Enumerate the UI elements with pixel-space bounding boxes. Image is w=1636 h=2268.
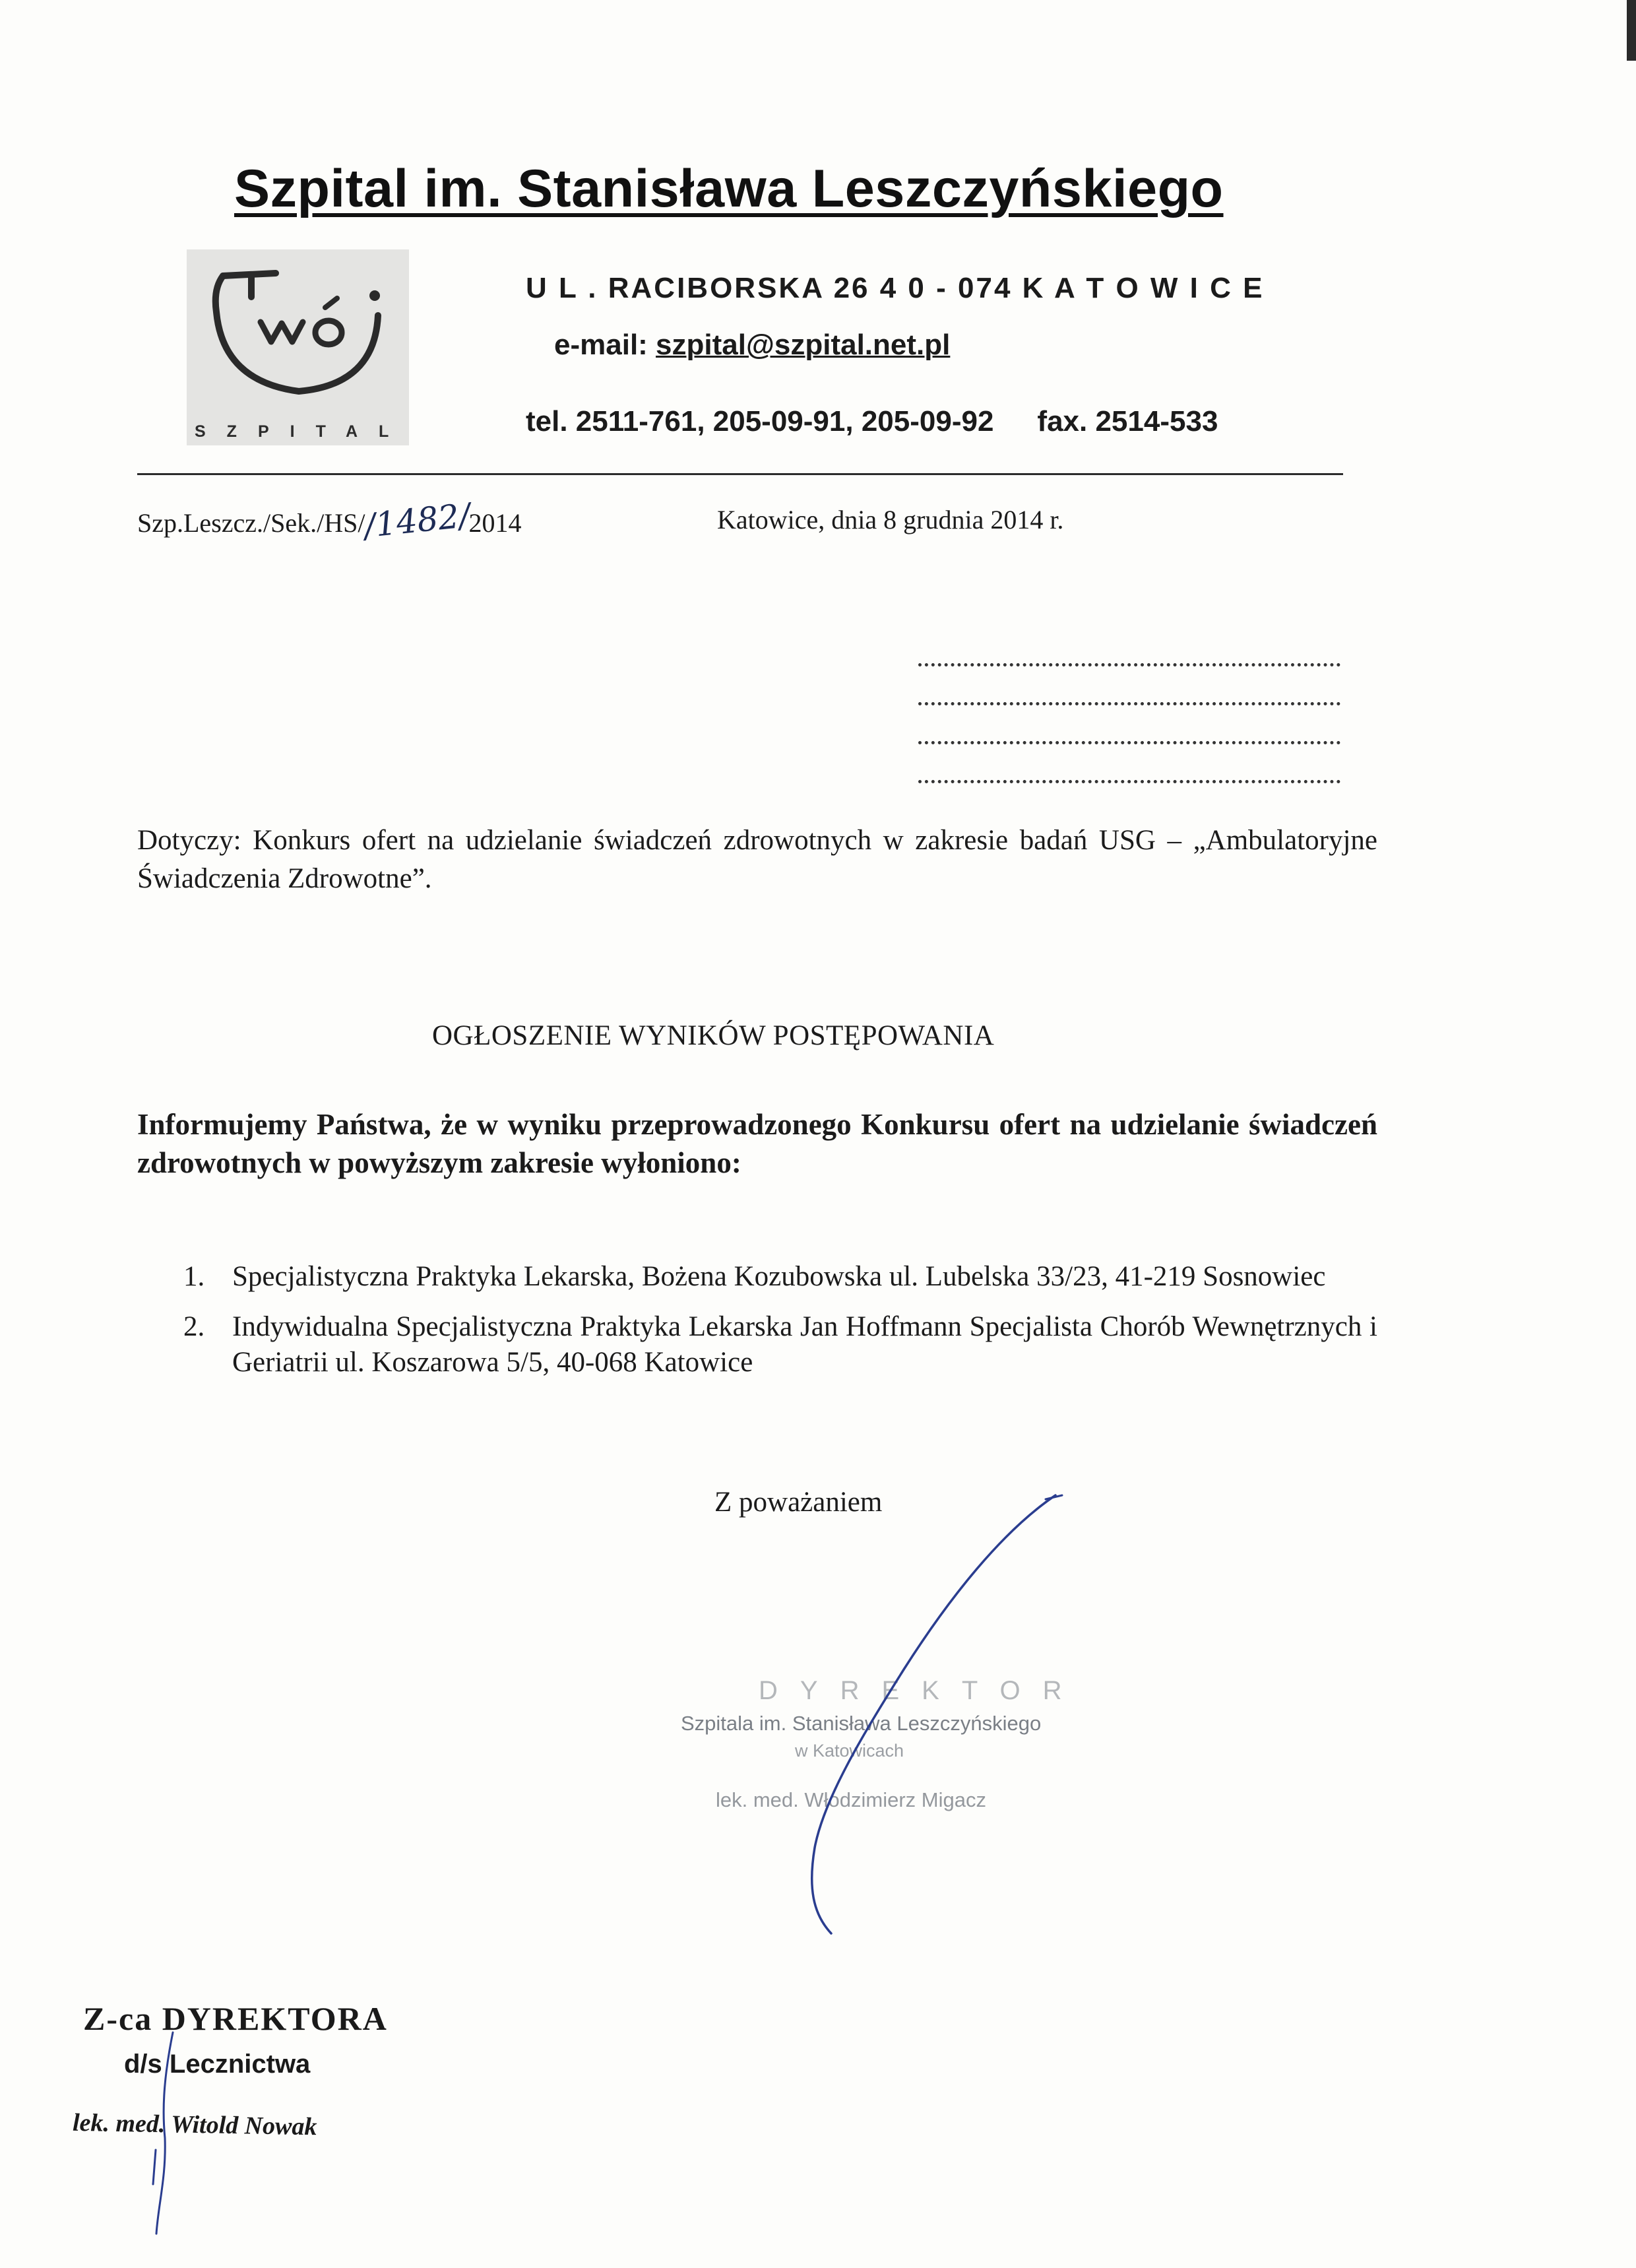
director-stamp bbox=[673, 1676, 1135, 1848]
list-item-number: 1. bbox=[183, 1261, 205, 1292]
recipient-line bbox=[918, 627, 1340, 666]
fax-number: fax. 2514-533 bbox=[1037, 405, 1218, 437]
address-line: U L . RACIBORSKA 26 4 0 - 074 K A T O W I C E bbox=[526, 272, 1265, 304]
email-label: e-mail: bbox=[554, 329, 656, 361]
contact-line bbox=[526, 405, 1218, 438]
logo-mark-icon bbox=[187, 249, 409, 445]
header-divider bbox=[137, 473, 1343, 475]
recipient-line bbox=[918, 744, 1340, 783]
reference-prefix: Szp.Leszcz./Sek./HS/ bbox=[137, 508, 365, 538]
announcement-title: OGŁOSZENIE WYNIKÓW POSTĘPOWANIA bbox=[432, 1020, 995, 1051]
stamp-hospital: Szpitala im. Stanisława Leszczyńskiego bbox=[681, 1712, 1042, 1735]
logo-caption: SZPITAL bbox=[195, 422, 410, 441]
recipient-line bbox=[918, 666, 1340, 705]
deputy-director-stamp bbox=[73, 1992, 442, 2209]
reference-number bbox=[137, 496, 522, 546]
closing-salutation: Z poważaniem bbox=[714, 1487, 883, 1518]
list-item-text: Indywidualna Specjalistyczna Praktyka Lekarska Jan Hoffmann Specjalista Chorób Wewnętrznych i Geriatrii ul. Koszarowa 5/5, 40-068 Katowice bbox=[232, 1311, 1377, 1378]
phone-numbers: tel. 2511-761, 205-09-91, 205-09-92 bbox=[526, 405, 994, 437]
hospital-logo bbox=[187, 249, 409, 445]
director-signature-tick bbox=[1046, 1495, 1062, 1499]
stamp-role: DYREKTOR bbox=[759, 1676, 1085, 1705]
scan-edge bbox=[1627, 0, 1636, 61]
recipient-line bbox=[918, 705, 1340, 744]
list-item bbox=[178, 1309, 1377, 1380]
list-item-text: Specjalistyczna Praktyka Lekarska, Bożena Kozubowska ul. Lubelska 33/23, 41-219 Sosnowiec bbox=[232, 1261, 1326, 1292]
email-line bbox=[554, 329, 950, 362]
stamp-city: w Katowicach bbox=[795, 1741, 904, 1761]
letter-subject: Dotyczy: Konkurs ofert na udzielanie świadczeń zdrowotnych w zakresie badań USG – „Ambulatoryjne Świadczenia Zdrowotne”. bbox=[137, 825, 1377, 894]
list-item bbox=[178, 1259, 1377, 1295]
email-link[interactable]: szpital@szpital.net.pl bbox=[656, 329, 951, 361]
deputy-name: lek. med. Witold Nowak bbox=[72, 2108, 317, 2141]
stamp-name: lek. med. Włodzimierz Migacz bbox=[716, 1788, 986, 1811]
winners-list bbox=[178, 1259, 1377, 1395]
deputy-department: d/s Lecznictwa bbox=[124, 2050, 311, 2079]
deputy-title: Z-ca DYREKTORA bbox=[83, 2000, 388, 2037]
intro-paragraph: Informujemy Państwa, że w wyniku przeprowadzonego Konkursu ofert na udzielanie świadczeń zdrowotnych w powyższym zakresie wyłoniono: bbox=[137, 1108, 1377, 1179]
hospital-name: Szpital im. Stanisława Leszczyńskiego bbox=[234, 159, 1224, 218]
recipient-address-block bbox=[918, 627, 1340, 783]
letter-date: Katowice, dnia 8 grudnia 2014 r. bbox=[717, 505, 1064, 535]
reference-year: 2014 bbox=[468, 508, 522, 538]
handwritten-reference-number: /1482/ bbox=[362, 496, 472, 546]
list-item-number: 2. bbox=[183, 1311, 205, 1342]
